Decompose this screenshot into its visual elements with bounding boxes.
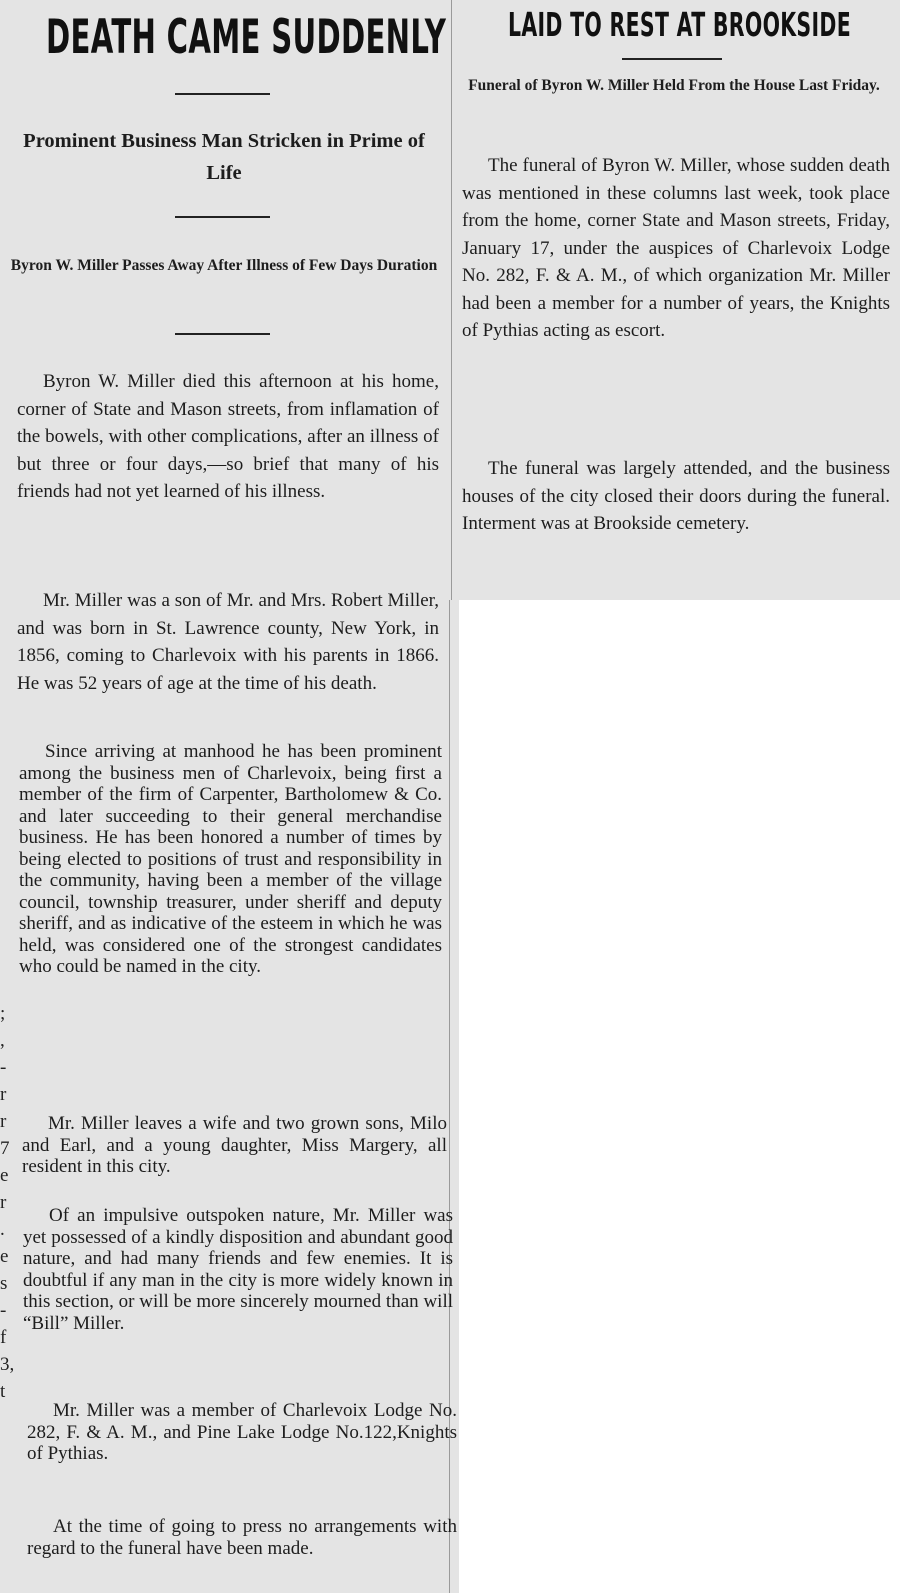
divider-rule xyxy=(175,93,270,95)
paragraph: Byron W. Miller died this afternoon at his home, corner of State and Mason streets, from inflamation of the bowels, with other complications, after an illness of but three or four days,—so brief that many of his friends had not yet learned of his illness. xyxy=(17,371,439,502)
deck: Prominent Business Man Stricken in Prime of Life xyxy=(23,130,425,184)
paragraph: At the time of going to press no arrangements with regard to the funeral have been made. xyxy=(27,1516,457,1559)
funeral-clipping xyxy=(448,0,900,600)
divider-rule xyxy=(175,216,270,218)
paragraph: Of an impulsive outspoken nature, Mr. Miller was yet possessed of a kindly disposition and abundant good nature, and had many friends and few enemies. It is doubtful if any man in the city is more widely known in this section, or will be more sincerely mourned than will “Bill” Miller. xyxy=(23,1205,453,1334)
subdeck: Byron W. Miller Passes Away After Illness of Few Days Duration xyxy=(10,257,438,274)
paragraph: Mr. Miller was a member of Charlevoix Lodge No. 282, F. & A. M., and Pine Lake Lodge No.122,Knights of Pythias. xyxy=(27,1400,457,1464)
column-rule xyxy=(451,0,452,600)
headline: LAID TO REST AT BROOKSIDE xyxy=(508,5,851,44)
paragraph: Since arriving at manhood he has been prominent among the business men of Charlevoix, being first a member of the firm of Carpenter, Bartholomew & Co. and later succeeding to their general merchandise business. He has been honored a number of times by being elected to positions of trust and responsibility in the community, having been a member of the village council, township treasurer, under sheriff and deputy sheriff, and as indicative of the esteem in which he was held, was considered one of the strongest candidates who could be named in the city. xyxy=(19,741,442,977)
paragraph: Mr. Miller leaves a wife and two grown sons, Milo and Earl, and a young daughter, Miss Margery, all resident in this city. xyxy=(22,1113,447,1177)
headline: DEATH CAME SUDDENLY xyxy=(46,10,447,65)
deck: Funeral of Byron W. Miller Held From the House Last Friday. xyxy=(468,77,880,94)
paragraph: The funeral was largely attended, and the business houses of the city closed their doors during the funeral. Interment was at Brookside cemetery. xyxy=(462,458,890,534)
divider-rule xyxy=(175,333,270,335)
adjacent-column-fragments: ; , - r r 7 e r . e s - f 3, t xyxy=(0,1003,15,1402)
paragraph: The funeral of Byron W. Miller, whose sudden death was mentioned in these columns last week, took place from the home, corner State and Mason streets, Friday, January 17, under the auspices of Charlevoix Lodge No. 282, F. & A. M., of which organization Mr. Miller had been a member for a number of years, the Knights of Pythias acting as escort. xyxy=(462,155,890,341)
divider-rule xyxy=(622,58,722,60)
paragraph: Mr. Miller was a son of Mr. and Mrs. Robert Miller, and was born in St. Lawrence county, New York, in 1856, coming to Charlevoix with his parents in 1866. He was 52 years of age at the time of his death. xyxy=(17,590,439,694)
